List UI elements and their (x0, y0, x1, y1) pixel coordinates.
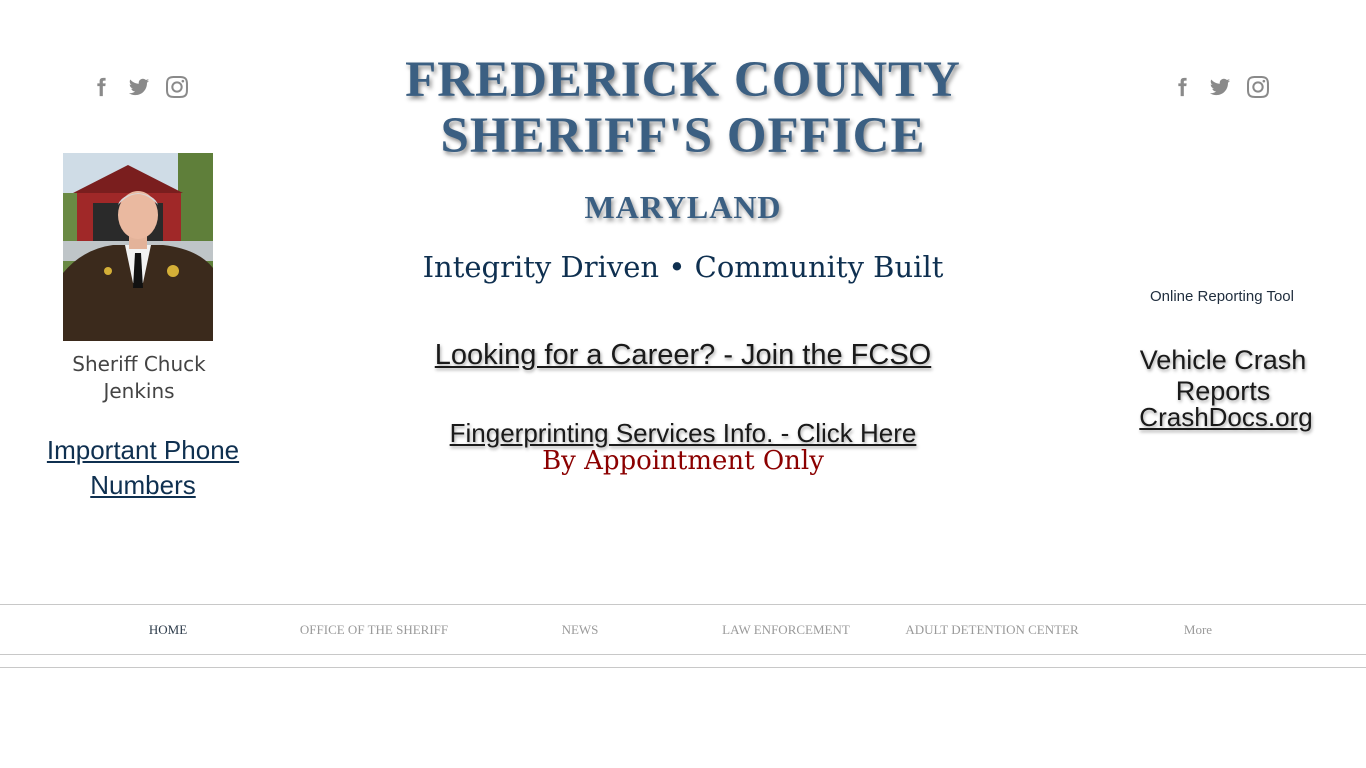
fingerprint-link-wrapper (300, 418, 1066, 449)
nav-item-news[interactable]: NEWS (561, 621, 599, 637)
nav-item-office-of-the-sheriff[interactable]: OFFICE OF THE SHERIFF (299, 621, 449, 637)
twitter-icon[interactable] (127, 75, 151, 99)
nav-item-adult-detention-center[interactable]: ADULT DETENTION CENTER (905, 621, 1079, 637)
sheriff-name (58, 351, 220, 405)
career-link-wrapper (300, 339, 1066, 372)
social-bar-right (1170, 75, 1270, 99)
career-link[interactable]: Looking for a Career? - Join the FCSO (434, 339, 932, 371)
phone-numbers-link[interactable] (40, 433, 246, 503)
instagram-icon[interactable] (1246, 75, 1270, 99)
appointment-note: By Appointment Only (542, 446, 824, 476)
page-title (300, 52, 1066, 164)
nav-item-home[interactable]: HOME (148, 621, 188, 637)
crashdocs-link[interactable]: CrashDocs.org (1139, 402, 1313, 432)
divider (0, 667, 1366, 668)
sheriff-name-line-2: Jenkins (103, 379, 175, 403)
nav-item-more[interactable]: More (1183, 621, 1213, 637)
phone-link-line-1[interactable]: Important Phone (46, 435, 240, 465)
state-subtitle: MARYLAND (584, 189, 782, 225)
crash-reports-heading: Vehicle Crash Reports (1139, 345, 1307, 406)
main-nav (0, 604, 1366, 655)
instagram-icon[interactable] (165, 75, 189, 99)
crashdocs-link-wrapper (1090, 402, 1362, 433)
facebook-icon[interactable] (1170, 75, 1194, 99)
sheriff-photo[interactable] (63, 153, 213, 341)
motto-text: Integrity Driven • Community Built (422, 250, 944, 284)
nav-item-law-enforcement[interactable]: LAW ENFORCEMENT (722, 621, 850, 637)
sheriff-name-line-1: Sheriff Chuck (72, 352, 206, 376)
title-line-2: SHERIFF'S OFFICE (440, 108, 926, 164)
title-line-1: FREDERICK COUNTY (405, 52, 961, 108)
facebook-icon[interactable] (89, 75, 113, 99)
online-reporting-tool-link[interactable]: Online Reporting Tool (1150, 288, 1294, 305)
social-bar-left (89, 75, 189, 99)
twitter-icon[interactable] (1208, 75, 1232, 99)
fingerprint-link[interactable]: Fingerprinting Services Info. - Click Here (449, 418, 917, 448)
phone-link-line-2[interactable]: Numbers (90, 470, 196, 500)
